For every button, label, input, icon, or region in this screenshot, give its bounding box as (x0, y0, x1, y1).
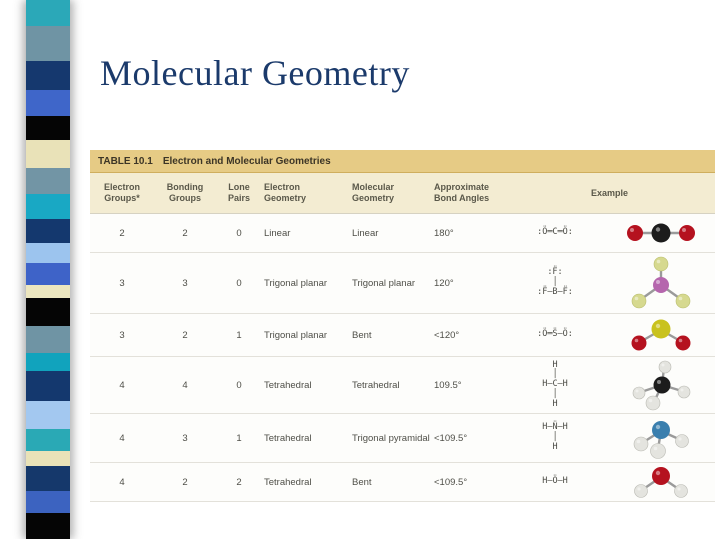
strip-segment (26, 298, 70, 326)
cell-lone-pairs: 0 (236, 379, 242, 391)
table-row (90, 414, 715, 463)
geometry-table (90, 150, 715, 502)
ch4-model (606, 357, 715, 413)
cell-bond-angle: 120° (434, 277, 454, 289)
cell-electron-groups: 3 (119, 329, 125, 341)
strip-segment (26, 168, 70, 194)
cell-lone-pairs: 1 (236, 329, 242, 341)
so2-model (606, 317, 715, 353)
header-molecular-geometry: Molecular Geometry (352, 182, 395, 203)
strip-segment (26, 26, 70, 61)
cell-lone-pairs: 0 (236, 277, 242, 289)
cell-bond-angle: 180° (434, 227, 454, 239)
cell-bond-angle: 109.5° (434, 379, 462, 391)
strip-segment (26, 491, 70, 513)
table-caption-label: TABLE 10.1 (98, 155, 153, 167)
cell-bond-angle: <109.5° (434, 432, 468, 444)
table-row (90, 357, 715, 414)
strip-segment (26, 116, 70, 140)
cell-bonding-groups: 2 (182, 329, 188, 341)
header-bonding-groups: Bonding Groups (166, 182, 204, 203)
lewis-structure-bf3: :F̈: │ :F̈—B—F̈: (537, 267, 573, 297)
cell-electron-geometry: Tetrahedral (264, 432, 312, 444)
strip-segment (26, 194, 70, 218)
cell-bond-angle: <109.5° (434, 476, 468, 488)
cell-electron-groups: 2 (119, 227, 125, 239)
cell-molecular-geometry: Tetrahedral (352, 379, 400, 391)
cell-electron-geometry: Trigonal planar (264, 277, 328, 289)
strip-segment (26, 353, 70, 371)
cell-electron-geometry: Tetrahedral (264, 379, 312, 391)
nh3-model (606, 414, 715, 462)
header-electron-groups: Electron Groups* (103, 182, 140, 203)
cell-bonding-groups: 2 (182, 476, 188, 488)
strip-segment (26, 140, 70, 168)
h2o-model (606, 463, 715, 501)
strip-segment (26, 243, 70, 263)
cell-molecular-geometry: Trigonal pyramidal (352, 432, 430, 444)
lewis-structure-ch4: H │ H—C—H │ H (542, 359, 568, 409)
cell-lone-pairs: 0 (236, 227, 242, 239)
header-example: Example (590, 187, 629, 198)
strip-segment (26, 401, 70, 429)
lewis-structure-so2: :Ö═S̈—Ö: (537, 329, 573, 340)
strip-segment (26, 451, 70, 466)
header-lone-pairs: Lone Pairs (227, 182, 251, 203)
strip-segment (26, 263, 70, 285)
strip-segment (26, 61, 70, 89)
bf3-model (606, 253, 715, 313)
lewis-structure-nh3: H—N̈—H │ H (542, 422, 568, 452)
strip-segment (26, 371, 70, 401)
strip-segment (26, 285, 70, 298)
cell-bond-angle: <120° (434, 329, 460, 341)
header-electron-geometry: Electron Geometry (264, 182, 307, 203)
table-row (90, 463, 715, 502)
cell-bonding-groups: 3 (182, 277, 188, 289)
color-strip (26, 0, 70, 539)
cell-bonding-groups: 3 (182, 432, 188, 444)
cell-molecular-geometry: Trigonal planar (352, 277, 416, 289)
cell-molecular-geometry: Bent (352, 329, 372, 341)
co2-model (606, 220, 715, 246)
cell-electron-geometry: Trigonal planar (264, 329, 328, 341)
table-caption-title: Electron and Molecular Geometries (162, 155, 331, 167)
table-row (90, 214, 715, 253)
cell-molecular-geometry: Bent (352, 476, 372, 488)
cell-lone-pairs: 1 (236, 432, 242, 444)
page-title: Molecular Geometry (100, 53, 410, 93)
strip-segment (26, 513, 70, 539)
cell-electron-geometry: Linear (264, 227, 291, 239)
table-row (90, 314, 715, 357)
lewis-structure-co2: :Ö═C═Ö: (537, 227, 573, 238)
table-header-row (90, 173, 715, 214)
cell-electron-groups: 4 (119, 476, 125, 488)
lewis-structure-h2o: H—Ö—H (542, 476, 568, 487)
cell-electron-geometry: Tetrahedral (264, 476, 312, 488)
strip-segment (26, 219, 70, 243)
header-bond-angles: Approximate Bond Angles (434, 182, 490, 203)
cell-lone-pairs: 2 (236, 476, 242, 488)
strip-segment (26, 90, 70, 116)
cell-bonding-groups: 4 (182, 379, 188, 391)
cell-electron-groups: 3 (119, 277, 125, 289)
table-caption (90, 150, 715, 173)
cell-molecular-geometry: Linear (352, 227, 379, 239)
table-row (90, 253, 715, 314)
cell-electron-groups: 4 (119, 379, 125, 391)
strip-segment (26, 0, 70, 26)
strip-segment (26, 466, 70, 490)
strip-segment (26, 429, 70, 451)
cell-bonding-groups: 2 (182, 227, 188, 239)
cell-electron-groups: 4 (119, 432, 125, 444)
strip-segment (26, 326, 70, 352)
